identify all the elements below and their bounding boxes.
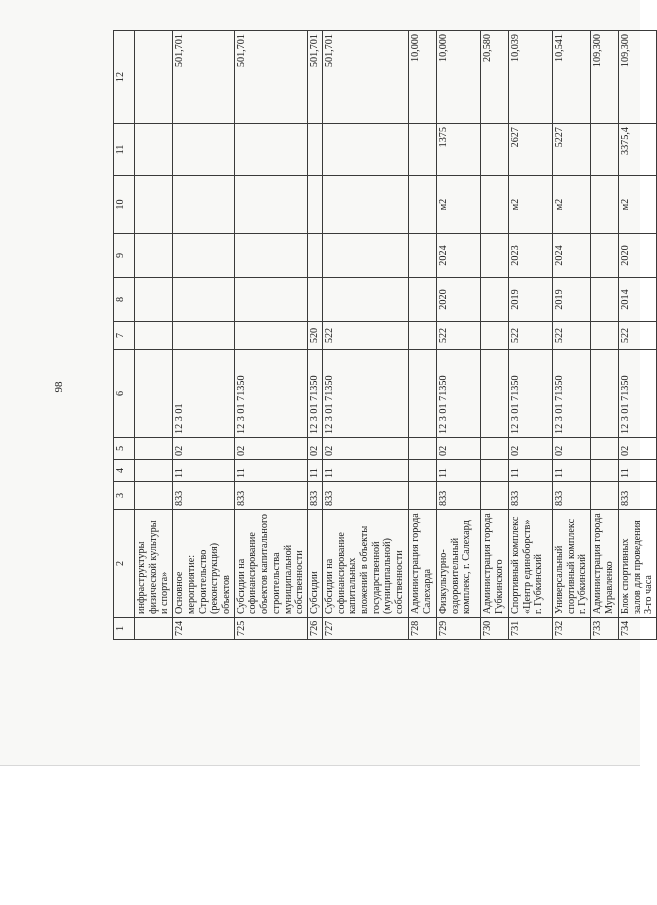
table-cell-col-6: 12 3 01 71350 [508,350,552,438]
table-row [308,31,323,640]
table-cell-col-8: 2019 [508,278,552,322]
table-cell-col-9: 2020 [618,234,656,278]
table-cell-col-7 [408,322,436,350]
table-cell-col-2: Администрация города Салехарда [408,510,436,618]
table-cell-col-4: 11 [552,460,590,482]
table-cell-col-1: 727 [322,618,408,640]
table-cell-col-3: 833 [508,482,552,510]
table-cell-col-9 [322,234,408,278]
column-header-5: 5 [114,438,135,460]
table-cell-col-10 [135,176,173,234]
table-cell-col-3: 833 [173,482,235,510]
table-cell-col-4: 11 [308,460,323,482]
table-cell-col-11: 3375,4 [618,124,656,176]
table-cell-col-2: Основное мероприятие: Строительство (реконструкция) объектов [173,510,235,618]
table-cell-col-1: 726 [308,618,323,640]
table-cell-col-6 [135,350,173,438]
table-row [322,31,408,640]
table-cell-col-4: 11 [234,460,307,482]
table-cell-col-10 [480,176,508,234]
table-row [436,31,480,640]
column-header-3: 3 [114,482,135,510]
table-cell-col-6: 12 3 01 71350 [618,350,656,438]
table-cell-col-2: Субсидии на софинансирование объектов капитального строительства муниципальной собственности [234,510,307,618]
column-header-9: 9 [114,234,135,278]
table-cell-col-6 [408,350,436,438]
table-cell-col-6: 12 3 01 71350 [552,350,590,438]
table-cell-col-9 [135,234,173,278]
table-cell-col-12: 109,300 [590,31,618,124]
table-cell-col-2: Универсальный спортивный комплекс г. Губкинский [552,510,590,618]
table-row [618,31,656,640]
table-cell-col-8 [590,278,618,322]
table-cell-col-6: 12 3 01 71350 [436,350,480,438]
table-cell-col-2: Субсидии на софинансирование капитальных вложений в объекты государственной (муниципальной) собственности [322,510,408,618]
table-cell-col-1 [135,618,173,640]
table-cell-col-8: 2020 [436,278,480,322]
table-cell-col-12: 501,701 [322,31,408,124]
table-cell-col-2: Физкультурно-оздоровительный комплекс, г. Салехард [436,510,480,618]
table-cell-col-5 [480,438,508,460]
table-cell-col-2: Блок спортивных залов для проведения 3-го часа [618,510,656,618]
table-cell-col-9 [408,234,436,278]
table-cell-col-6: 12 3 01 [173,350,235,438]
table-cell-col-8 [234,278,307,322]
table-cell-col-8 [135,278,173,322]
table-cell-col-8 [322,278,408,322]
table-cell-col-3: 833 [234,482,307,510]
table-cell-col-5: 02 [173,438,235,460]
column-header-4: 4 [114,460,135,482]
table-cell-col-10 [173,176,235,234]
table-row [552,31,590,640]
table-cell-col-4: 11 [436,460,480,482]
table-cell-col-11: 5227 [552,124,590,176]
table-cell-col-10: м2 [552,176,590,234]
table-cell-col-10 [234,176,307,234]
table-row [234,31,307,640]
table-cell-col-8 [308,278,323,322]
column-header-2: 2 [114,510,135,618]
table-cell-col-2: Администрация города Муравленко [590,510,618,618]
table-cell-col-12: 109,300 [618,31,656,124]
table-cell-col-12: 10,000 [436,31,480,124]
table-cell-col-7 [135,322,173,350]
table-cell-col-4 [135,460,173,482]
column-header-7: 7 [114,322,135,350]
table-cell-col-10 [408,176,436,234]
table-cell-col-3: 833 [552,482,590,510]
table-cell-col-5 [408,438,436,460]
table-cell-col-4 [408,460,436,482]
table-cell-col-6: 12 3 01 71350 [322,350,408,438]
table-cell-col-1: 729 [436,618,480,640]
table-cell-col-11 [234,124,307,176]
column-header-8: 8 [114,278,135,322]
table-cell-col-8 [408,278,436,322]
table-cell-col-9 [234,234,307,278]
table-cell-col-6 [480,350,508,438]
table-cell-col-5 [590,438,618,460]
table-cell-col-5: 02 [436,438,480,460]
table-cell-col-1: 731 [508,618,552,640]
table-cell-col-1: 728 [408,618,436,640]
table-cell-col-1: 734 [618,618,656,640]
table-cell-col-12: 10,039 [508,31,552,124]
table-cell-col-5: 02 [552,438,590,460]
column-header-6: 6 [114,350,135,438]
table-cell-col-7 [234,322,307,350]
table-cell-col-12: 10,541 [552,31,590,124]
table-cell-col-9 [590,234,618,278]
table-cell-col-11: 2627 [508,124,552,176]
table-cell-col-11 [322,124,408,176]
table-cell-col-11 [480,124,508,176]
table-cell-col-9: 2024 [552,234,590,278]
table-cell-col-10: м2 [436,176,480,234]
table-cell-col-3: 833 [618,482,656,510]
table-cell-col-9 [173,234,235,278]
table-cell-col-8 [173,278,235,322]
table-cell-col-11 [173,124,235,176]
table-cell-col-2: инфраструктуры физической культуры и спорта» [135,510,173,618]
page-number: 98 [53,381,65,393]
budget-table [113,30,657,640]
table-cell-col-7: 520 [308,322,323,350]
table-cell-col-12: 10,000 [408,31,436,124]
table-cell-col-4: 11 [322,460,408,482]
table-cell-col-1: 733 [590,618,618,640]
rotated-table-frame [113,31,655,640]
table-cell-col-10 [590,176,618,234]
table-cell-col-12: 501,701 [308,31,323,124]
table-cell-col-5: 02 [508,438,552,460]
table-cell-col-8: 2019 [552,278,590,322]
table-cell-col-10 [308,176,323,234]
table-cell-col-2: Администрация города Губкинского [480,510,508,618]
table-cell-col-4 [480,460,508,482]
table-row [590,31,618,640]
table-cell-col-3 [590,482,618,510]
table-cell-col-1: 730 [480,618,508,640]
table-cell-col-2: Спортивный комплекс «Центр единоборств» г. Губкинский [508,510,552,618]
table-cell-col-2: Субсидии [308,510,323,618]
table-cell-col-3 [480,482,508,510]
column-header-11: 11 [114,124,135,176]
table-cell-col-6: 12 3 01 71350 [308,350,323,438]
table-cell-col-9 [308,234,323,278]
table-cell-col-12: 501,701 [234,31,307,124]
column-header-10: 10 [114,176,135,234]
table-cell-col-11 [135,124,173,176]
table-header-row [114,31,135,640]
table-cell-col-3 [408,482,436,510]
table-cell-col-1: 725 [234,618,307,640]
table-cell-col-8 [480,278,508,322]
table-cell-col-4: 11 [173,460,235,482]
table-cell-col-7: 522 [508,322,552,350]
table-cell-col-5: 02 [308,438,323,460]
table-cell-col-7: 522 [322,322,408,350]
table-row [173,31,235,640]
table-cell-col-11 [308,124,323,176]
column-header-1: 1 [114,618,135,640]
table-cell-col-12: 20,580 [480,31,508,124]
table-area [113,31,655,640]
table-cell-col-7: 522 [618,322,656,350]
table-cell-col-6: 12 3 01 71350 [234,350,307,438]
table-cell-col-9 [480,234,508,278]
table-cell-col-5: 02 [322,438,408,460]
table-cell-col-7: 522 [436,322,480,350]
table-cell-col-4: 11 [618,460,656,482]
table-row [408,31,436,640]
table-cell-col-7 [590,322,618,350]
table-cell-col-1: 724 [173,618,235,640]
table-cell-col-11: 1375 [436,124,480,176]
table-cell-col-5: 02 [618,438,656,460]
table-row [480,31,508,640]
table-cell-col-11 [408,124,436,176]
table-cell-col-1: 732 [552,618,590,640]
table-cell-col-12: 501,701 [173,31,235,124]
table-cell-col-3: 833 [308,482,323,510]
column-header-12: 12 [114,31,135,124]
table-cell-col-4 [590,460,618,482]
table-cell-col-3: 833 [436,482,480,510]
table-cell-col-10: м2 [618,176,656,234]
table-cell-col-12 [135,31,173,124]
table-cell-col-8: 2014 [618,278,656,322]
table-cell-col-9: 2023 [508,234,552,278]
table-cell-col-10: м2 [508,176,552,234]
table-cell-col-11 [590,124,618,176]
table-cell-col-10 [322,176,408,234]
table-cell-col-5: 02 [234,438,307,460]
table-row [508,31,552,640]
table-cell-col-7 [480,322,508,350]
table-cell-col-7 [173,322,235,350]
table-cell-col-9: 2024 [436,234,480,278]
table-row [135,31,173,640]
table-cell-col-7: 522 [552,322,590,350]
table-cell-col-4: 11 [508,460,552,482]
table-cell-col-3: 833 [322,482,408,510]
table-cell-col-5 [135,438,173,460]
table-cell-col-6 [590,350,618,438]
table-cell-col-3 [135,482,173,510]
